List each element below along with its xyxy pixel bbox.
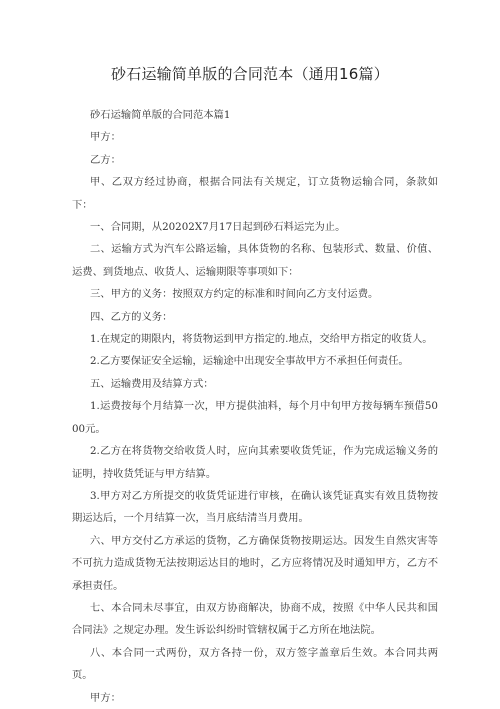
party-b-label: 乙方： <box>90 153 121 166</box>
clause-7-disputes: 七、本合同未尽事宜，由双方协商解决，协商不成，按照《中华人民共和国合同法》之规定办理。发生诉讼纠纷时管辖权属于乙方所在地法院。 <box>72 601 438 637</box>
document-title: 砂石运输简单版的合同范本（通用16篇） <box>111 65 389 83</box>
clause-8-copies: 八、本合同一式两份，双方各持一份，双方签字盖章后生效。本合同共两页。 <box>72 646 438 682</box>
document-body <box>72 104 438 709</box>
section-heading: 砂石运输简单版的合同范本篇1 <box>90 109 231 121</box>
clause-4-item-2: 2.乙方要保证安全运输，运输途中出现安全事故甲方不承担任何责任。 <box>90 355 409 368</box>
clause-4-party-b-duties: 四、乙方的义务： <box>90 310 173 323</box>
clause-5-fees-settlement: 五、运输费用及结算方式： <box>90 377 214 390</box>
clause-5-item-2: 2.乙方在将货物交给收货人时，应向其索要收货凭证，作为完成运输义务的证明，持收货凭证与甲方结算。 <box>72 445 438 480</box>
clause-5-item-1: 1.运费按每个月结算一次，甲方提供油料，每个月中旬甲方按每辆车预借5000元。 <box>72 400 438 435</box>
clause-6-delivery: 六、甲方交付乙方承运的货物，乙方确保货物按期运达。因发生自然灾害等不可抗力造成货物无法按期运达目的地时，乙方应将情况及时通知甲方，乙方不承担责任。 <box>72 534 438 592</box>
clause-1-term: 一、合同期，从20202X7月17日起到砂石料运完为止。 <box>90 221 346 234</box>
clause-3-party-a-duties: 三、甲方的义务：按照双方约定的标准和时间向乙方支付运费。 <box>90 288 379 301</box>
clause-4-item-1: 1.在规定的期限内，将货物运到甲方指定的.地点，交给甲方指定的收货人。 <box>90 333 433 346</box>
party-a-signature-label: 甲方： <box>90 691 121 704</box>
preamble-paragraph: 甲、乙双方经过协商，根据合同法有关规定，订立货物运输合同，条款如下： <box>72 176 438 211</box>
party-a-label: 甲方： <box>90 131 121 144</box>
clause-5-item-3: 3.甲方对乙方所提交的收货凭证进行审核，在确认该凭证真实有效且货物按期运达后，一个月结算一次，当月底结清当月费用。 <box>72 489 438 525</box>
clause-2-transport-method: 二、运输方式为汽车公路运输，具体货物的名称、包装形式、数量、价值、运费、到货地点、收货人、运输期限等事项如下： <box>72 243 438 278</box>
